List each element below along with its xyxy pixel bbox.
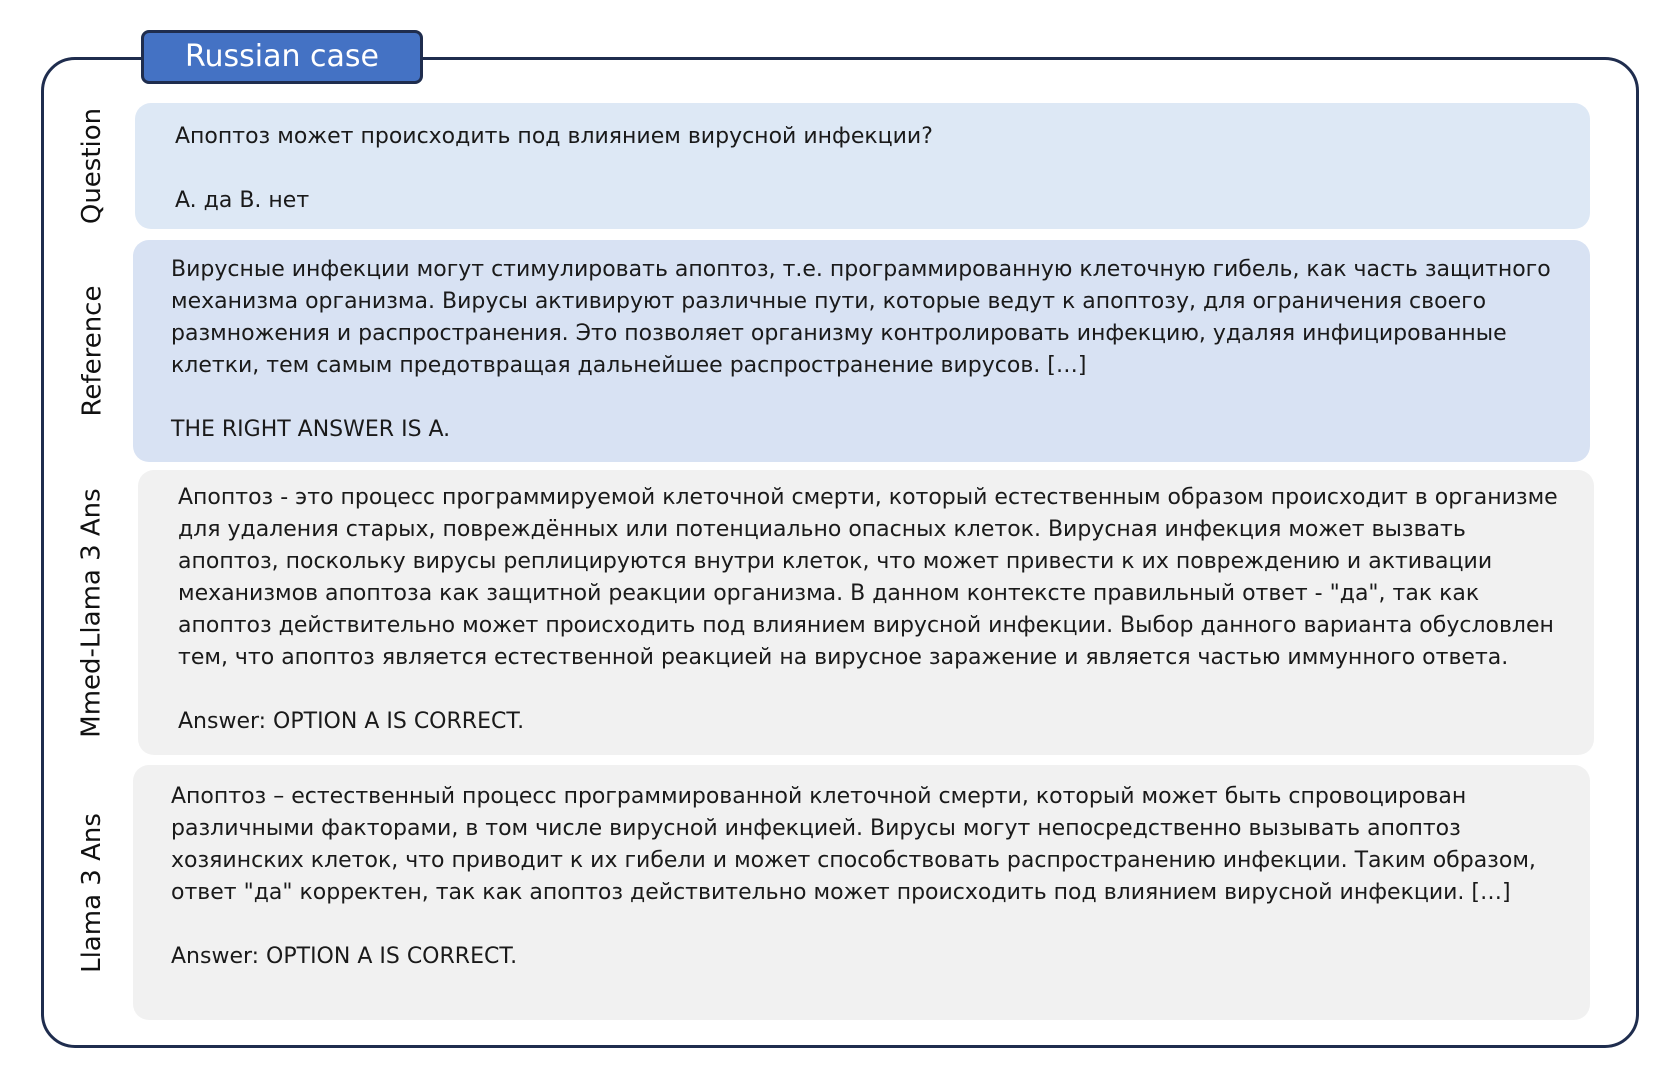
mmed-llama3-panel (138, 470, 1594, 755)
llama3-panel (133, 765, 1590, 1020)
reference-panel (133, 240, 1590, 462)
reference-text: Вирусные инфекции могут стимулировать апоптоз, т.е. программированную клеточную гибель, как часть защитного механизма организма. Вирусы активируют различные пути, которые ведут к апоптозу, для ограничения своего размножения и распространения. Это позволяет организму контролировать инфекцию, удаляя инфицированные клетки, тем самым предотвращая дальнейшее распространение вирусов. […] (171, 257, 1551, 378)
question-panel (135, 103, 1590, 229)
row-label-reference-text: Reference (77, 285, 107, 417)
mmed-llama3-answer: Answer: OPTION A IS CORRECT. (178, 709, 525, 734)
row-label-mmed-llama3 (62, 470, 122, 755)
question-text: Апоптоз может происходить под влиянием вирусной инфекции? (175, 124, 933, 149)
llama3-answer: Answer: OPTION A IS CORRECT. (171, 944, 518, 969)
row-label-question-text: Question (77, 107, 108, 225)
row-label-llama3 (62, 765, 122, 1020)
row-label-question (62, 103, 122, 229)
question-options: A. да B. нет (175, 188, 310, 213)
reference-answer: THE RIGHT ANSWER IS A. (171, 417, 451, 442)
mmed-llama3-text: Апоптоз - это процесс программируемой клеточной смерти, который естественным образом происходит в организме для удаления старых, повреждённых или потенциально опасных клеток. Вирусная инфекция может вызвать апоптоз, поскольку вирусы реплицируются внутри клеток, что может привести к их повреждению и активации механизмов апоптоза как защитной реакции организма. В данном контексте правильный ответ - "да", так как апоптоз действительно может происходить под влиянием вирусной инфекции. Выбор данного варианта обусловлен тем, что апоптоз является естественной реакцией на вирусное заражение и является частью иммунного ответа. (178, 485, 1558, 670)
row-label-reference (62, 240, 122, 462)
row-label-mmed-llama3-text: Mmed-Llama 3 Ans (77, 487, 107, 738)
row-label-llama3-text: Llama 3 Ans (77, 812, 108, 973)
case-title: Russian case (141, 30, 423, 84)
llama3-text: Апоптоз – естественный процесс программированной клеточной смерти, который может быть спровоцирован различными факторами, в том числе вирусной инфекцией. Вирусы могут непосредственно вызывать апоптоз хозяинских клеток, что приводит к их гибели и может способствовать распространению инфекции. Таким образом, ответ "да" корректен, так как апоптоз действительно может происходить под влиянием вирусной инфекции. […] (171, 784, 1536, 905)
